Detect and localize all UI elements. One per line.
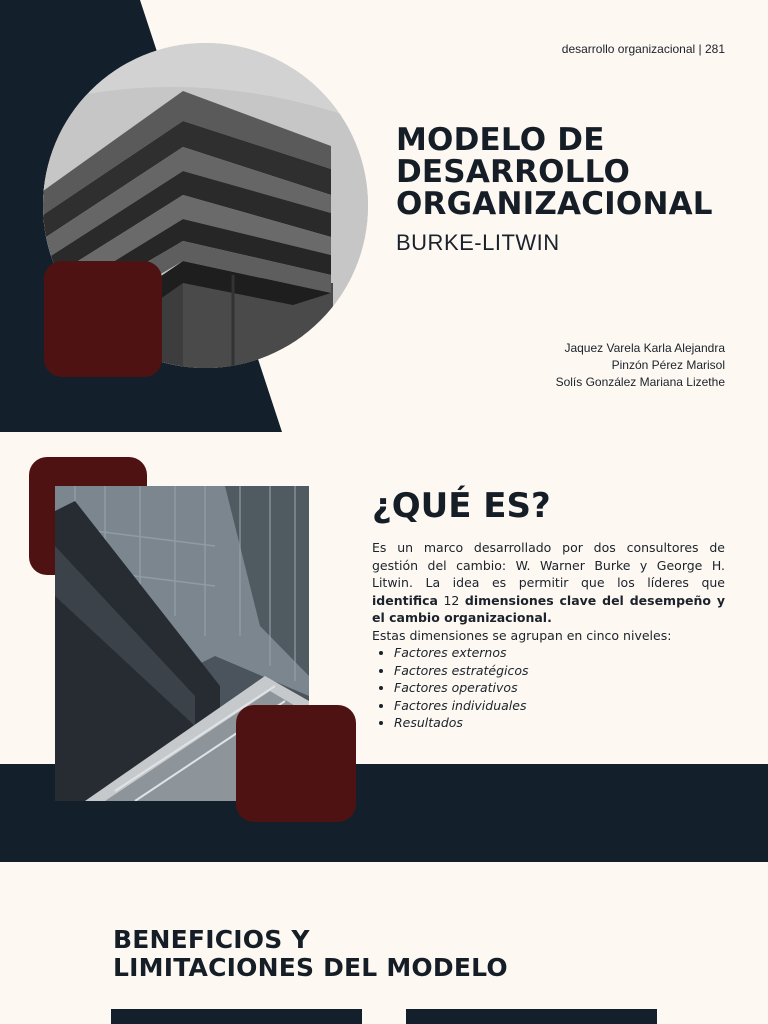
limitaciones-card bbox=[406, 1009, 657, 1024]
title-line: DESARROLLO bbox=[396, 154, 631, 190]
que-es-body bbox=[372, 539, 725, 732]
authors-list bbox=[556, 340, 725, 391]
que-es-paragraph: Es un marco desarrollado por dos consultores de gestión del cambio: W. Warner Burke y George H. Litwin. La idea es permitir que los líderes que identifica 12 dimensiones clave del desempeño y el cambio organizacional. bbox=[372, 540, 725, 625]
subtitle: BURKE-LITWIN bbox=[396, 230, 560, 255]
list-item: • Factores operativos bbox=[394, 679, 725, 697]
section-title-beneficios bbox=[113, 926, 508, 982]
list-item: • Factores externos bbox=[394, 644, 725, 662]
page-header: desarrollo organizacional | 281 bbox=[561, 42, 725, 56]
title-line: ORGANIZACIONAL bbox=[396, 186, 713, 222]
author-name: Pinzón Pérez Marisol bbox=[611, 358, 725, 372]
list-item: • Factores individuales bbox=[394, 697, 725, 715]
title-block bbox=[396, 124, 736, 256]
title-line: BENEFICIOS Y bbox=[113, 925, 310, 954]
beneficios-card bbox=[111, 1009, 362, 1024]
list-item: • Resultados bbox=[394, 714, 725, 732]
title-line: LIMITACIONES DEL MODELO bbox=[113, 953, 508, 982]
levels-list bbox=[372, 644, 725, 732]
author-name: Solís González Mariana Lizethe bbox=[555, 375, 725, 389]
main-title bbox=[396, 124, 736, 220]
title-line: MODELO DE bbox=[396, 122, 605, 158]
section-title-que-es: ¿QUÉ ES? bbox=[372, 486, 551, 526]
accent-square bbox=[44, 261, 162, 377]
author-name: Jaquez Varela Karla Alejandra bbox=[564, 341, 725, 355]
accent-square bbox=[236, 705, 356, 822]
list-item: • Factores estratégicos bbox=[394, 662, 725, 680]
levels-intro: Estas dimensiones se agrupan en cinco niveles: bbox=[372, 627, 672, 643]
